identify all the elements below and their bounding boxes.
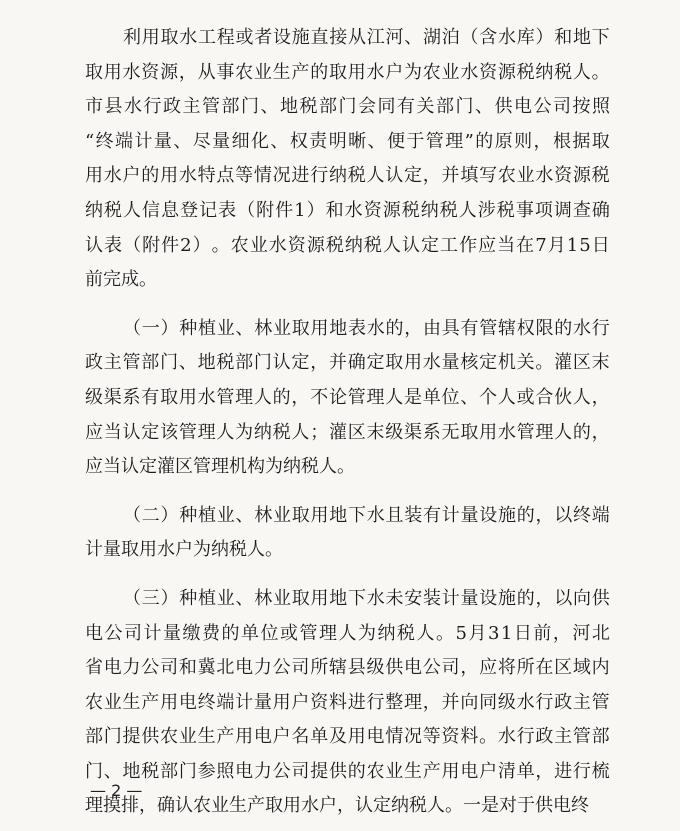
text-line: 计量取用水户为纳税人。 [85,539,283,561]
text-line: 利 用 取 水 工 程 或 者 设 施 直 接 从 江 河 、 湖 泊 （ 含 水 库 ） 和 地 下 [123,27,610,48]
text-line: 纳 税 人 信 息 登 记 表 （ 附 件 1 ） 和 水 资 源 税 纳 税 人 涉 税 事 项 调 查 确 [85,199,610,221]
text-line: 部 门 提 供 农 业 生 产 用 电 户 名 单 及 用 电 情 况 等 资 料 。 水 行 政 主 管 部 [85,726,610,748]
text-line: 市 县 水 行 政 主 管 部 门 、 地 税 部 门 会 同 有 关 部 门 、 供 电 公 司 按 照 [85,96,610,118]
text-line: （ 一 ） 种 植 业 、 林 业 取 用 地 表 水 的 ， 由 具 有 管 辖 权 限 的 水 行 [123,317,610,339]
paragraph [85,312,610,485]
paragraph [85,582,610,824]
text-line: （ 二 ） 种 植 业 、 林 业 取 用 地 下 水 且 装 有 计 量 设 施 的 ， 以 终 端 [123,504,610,526]
body-text [85,21,610,824]
paragraph-gap [85,485,610,499]
page-number: — 2 — [90,781,143,800]
text-line: 用 水 户 的 用 水 特 点 等 情 况 进 行 纳 税 人 认 定 ， 并 填 写 农 业 水 资 源 税 [85,165,610,187]
text-line: 政 主 管 部 门 、 地 税 部 门 认 定 ， 并 确 定 取 用 水 量 核 定 机 关 。 灌 区 末 [85,352,610,374]
paragraph-gap [85,568,610,582]
text-line: 应当认定灌区管理机构为纳税人。 [85,456,355,478]
text-line: 级 渠 系 有 取 用 水 管 理 人 的 ， 不 论 管 理 人 是 单 位 、 个 人 或 合 伙 人 ， [85,386,610,408]
text-line: 农 业 生 产 用 电 终 端 计 量 用 户 资 料 进 行 整 理 ， 并 向 同 级 水 行 政 主 管 [85,691,610,713]
text-line: 认 表 （ 附 件 2 ） 。 农 业 水 资 源 税 纳 税 人 认 定 工 作 应 当 在 7 月 1 5 日 [85,234,610,256]
text-line: 理摸排，确认农业生产取用水户，认定纳税人。一是对于供电终 [85,795,589,817]
paragraph [85,21,610,298]
text-line: 省 电 力 公 司 和 冀 北 电 力 公 司 所 辖 县 级 供 电 公 司 ， 应 将 所 在 区 域 内 [85,657,610,679]
text-line: 取 用 水 资 源 ， 从 事 农 业 生 产 的 取 用 水 户 为 农 业 水 资 源 税 纳 税 人 。 [85,61,610,83]
text-line: （ 三 ） 种 植 业 、 林 业 取 用 地 下 水 未 安 装 计 量 设 施 的 ， 以 向 供 [123,587,610,609]
text-line: 电 公 司 计 量 缴 费 的 单 位 或 管 理 人 为 纳 税 人 。 5 月 3 1 日 前 ， 河 北 [85,622,610,644]
text-line: 应 当 认 定 该 管 理 人 为 纳 税 人 ； 灌 区 末 级 渠 系 无 取 用 水 管 理 人 的 ， [85,421,610,443]
paragraph [85,499,610,568]
text-line: 前完成。 [85,269,157,291]
text-line: 门 、 地 税 部 门 参 照 电 力 公 司 提 供 的 农 业 生 产 用 电 户 清 单 ， 进 行 梳 [85,760,610,782]
text-line: “ 终 端 计 量 、 尽 量 细 化 、 权 责 明 晰 、 便 于 管 理 ” 的 原 则 ， 根 据 取 [85,130,610,152]
paragraph-gap [85,298,610,312]
